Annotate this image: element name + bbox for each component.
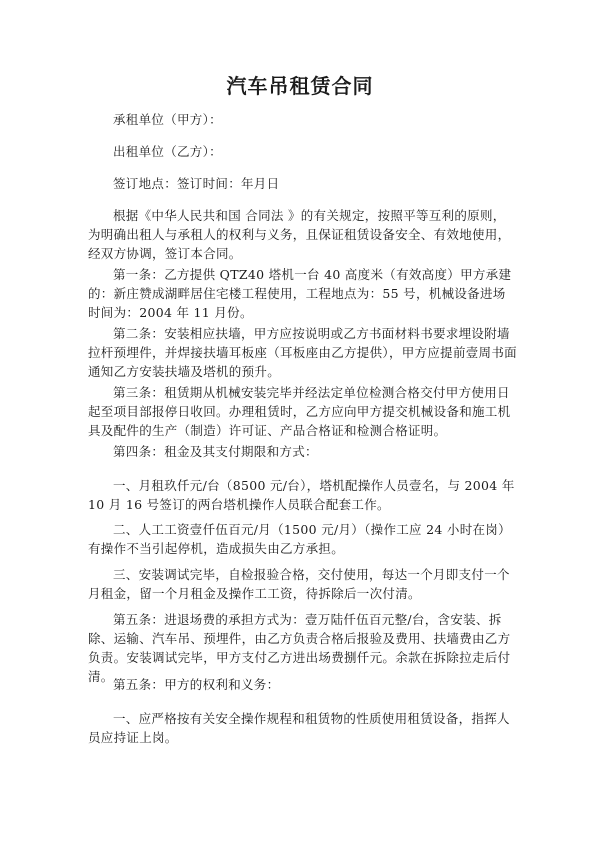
- lessee-line: 承租单位（甲方）：: [113, 112, 222, 127]
- article-3-paragraph: 第三条：租赁期从机械安装完毕并经法定单位检测合格交付甲方使用日起至项目部报停日收回。办理租赁时，乙方应向甲方提交机械设备和施工机具及配件的生产（制造）许可证、产品合格证和检测合格证明。: [88, 385, 511, 438]
- signing-place-time-line: 签订地点：签订时间：年月日: [113, 176, 280, 191]
- article-4-heading: 第四条：租金及其支付期限和方式：: [113, 444, 318, 459]
- lessor-line: 出租单位（乙方）：: [113, 144, 222, 159]
- article-4-item-3: 三、安装调试完毕，自检报验合格，交付使用，每达一个月即支付一个月租金，留一个月租金及操作工工资，待拆除后一次付清。: [88, 567, 510, 601]
- preamble-paragraph: 根据《中华人民共和国 合同法 》的有关规定，按照平等互利的原则，为明确出租人与承租人的权利与义务，且保证租赁设备安全、有效地使用，经双方协调，签订本合同。: [88, 208, 511, 261]
- article-4-item-1: 一、月租玖仟元/台（8500 元/台），塔机配操作人员壹名，与 2004 年 10 月 16 号签订的两台塔机操作人员联合配套工作。: [88, 478, 515, 512]
- article-4-item-2: 二、人工工资壹仟伍百元/月（1500 元/月）（操作工应 24 小时在岗）有操作不当引起停机，造成损失由乙方承担。: [88, 522, 511, 556]
- article-1-paragraph: 第一条：乙方提供 QTZ40 塔机一台 40 高度米（有效高度）甲方承建的：新庄赞成湖畔居住宅楼工程使用，工程地点为：55 号，机械设备进场时间为：2004 年 11 月份。: [88, 267, 512, 320]
- party-a-duty-1: 一、应严格按有关安全操作规程和租赁物的性质使用租赁设备，指挥人员应持证上岗。: [88, 711, 510, 745]
- article-5-party-a-heading: 第五条：甲方的权利和义务：: [113, 677, 280, 692]
- contract-title: 汽车吊租赁合同: [226, 74, 374, 98]
- article-2-paragraph: 第二条：安装相应扶墙，甲方应按说明或乙方书面材料书要求埋设附墙拉杆预埋件，并焊接扶墙耳板座（耳板座由乙方提供），甲方应提前壹周书面通知乙方安装扶墙及塔机的预升。: [88, 326, 517, 379]
- article-5-fees-paragraph: 第五条：进退场费的承担方式为：壹万陆仟伍百元整/台，含安装、拆除、运输、汽车吊、预埋件，由乙方负责合格后报验及费用、扶墙费由乙方负责。安装调试完毕，甲方支付乙方进出场费捌仟元。余款在拆除拉走后付清。: [88, 612, 511, 684]
